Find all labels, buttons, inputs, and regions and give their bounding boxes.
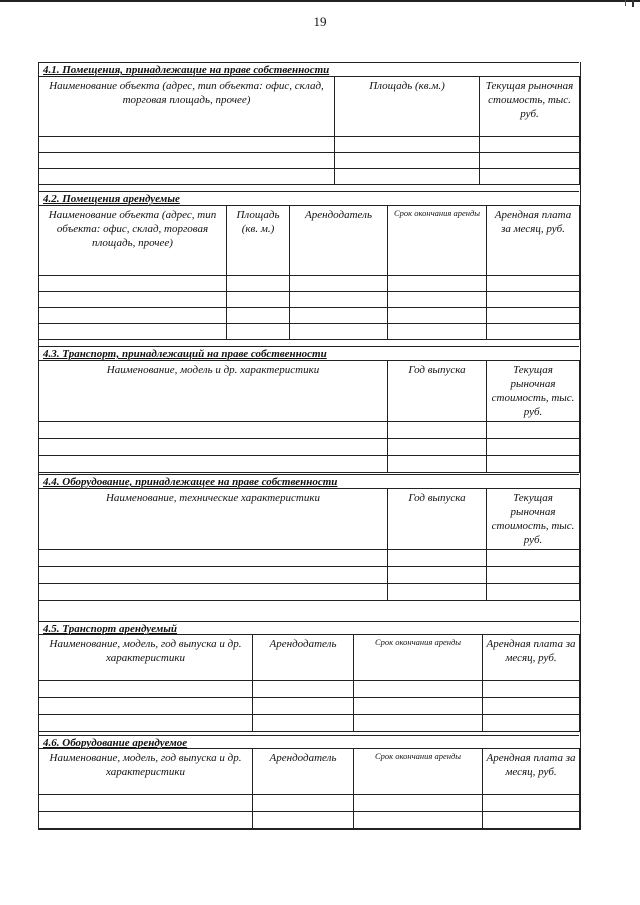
empty-cell[interactable] <box>487 292 580 308</box>
header-cell: Арендная плата за месяц, руб. <box>483 749 580 795</box>
header-cell: Площадь (кв. м.) <box>227 206 290 276</box>
empty-cell[interactable] <box>290 324 388 340</box>
corner-mark <box>632 0 634 7</box>
section-rule <box>38 621 579 622</box>
top-edge-line <box>0 0 640 2</box>
empty-cell[interactable] <box>483 698 580 715</box>
empty-cell[interactable] <box>487 584 580 601</box>
empty-cell[interactable] <box>39 422 388 439</box>
header-cell: Наименование, модель и др. характеристики <box>39 361 388 422</box>
rented-premises-table <box>38 205 580 340</box>
empty-cell[interactable] <box>39 698 253 715</box>
empty-cell[interactable] <box>487 324 580 340</box>
empty-cell[interactable] <box>39 439 388 456</box>
header-cell: Наименование объекта (адрес, тип объекта: офис, склад, торговая площадь, прочее) <box>39 206 227 276</box>
empty-cell[interactable] <box>487 567 580 584</box>
section-rule <box>38 474 579 475</box>
empty-cell[interactable] <box>487 422 580 439</box>
empty-cell[interactable] <box>483 795 580 812</box>
empty-cell[interactable] <box>388 276 487 292</box>
empty-cell[interactable] <box>354 795 483 812</box>
section-title: 4.4. Оборудование, принадлежащее на праве собственности <box>43 476 338 488</box>
empty-cell[interactable] <box>253 812 354 829</box>
header-cell: Год выпуска <box>388 361 487 422</box>
header-cell: Текущая рыночная стоимость, тыс. руб. <box>480 77 580 137</box>
header-cell: Арендная плата за месяц, руб. <box>487 206 580 276</box>
empty-cell[interactable] <box>39 137 335 153</box>
empty-cell[interactable] <box>487 276 580 292</box>
header-cell: Наименование, модель, год выпуска и др. характеристики <box>39 635 253 681</box>
empty-cell[interactable] <box>388 567 487 584</box>
empty-cell[interactable] <box>388 324 487 340</box>
empty-cell[interactable] <box>388 550 487 567</box>
empty-cell[interactable] <box>388 584 487 601</box>
empty-cell[interactable] <box>480 169 580 185</box>
empty-cell[interactable] <box>227 276 290 292</box>
empty-cell[interactable] <box>487 456 580 473</box>
empty-cell[interactable] <box>487 439 580 456</box>
empty-cell[interactable] <box>39 324 227 340</box>
header-cell: Текущая рыночная стоимость, тыс. руб. <box>487 361 580 422</box>
owned-equipment-table <box>38 488 580 601</box>
header-cell: Текущая рыночная стоимость, тыс. руб. <box>487 489 580 550</box>
empty-cell[interactable] <box>39 276 227 292</box>
section-rule <box>38 191 579 192</box>
empty-cell[interactable] <box>39 456 388 473</box>
empty-cell[interactable] <box>388 422 487 439</box>
section-title: 4.2. Помещения арендуемые <box>43 193 180 205</box>
empty-cell[interactable] <box>39 812 253 829</box>
empty-cell[interactable] <box>39 169 335 185</box>
empty-cell[interactable] <box>335 153 480 169</box>
empty-cell[interactable] <box>388 308 487 324</box>
empty-cell[interactable] <box>290 292 388 308</box>
rented-equipment-table <box>38 748 580 829</box>
empty-cell[interactable] <box>354 715 483 732</box>
header-cell: Наименование, модель, год выпуска и др. характеристики <box>39 749 253 795</box>
empty-cell[interactable] <box>253 681 354 698</box>
empty-cell[interactable] <box>483 812 580 829</box>
empty-cell[interactable] <box>354 812 483 829</box>
empty-cell[interactable] <box>253 698 354 715</box>
header-cell: Наименование объекта (адрес, тип объекта: офис, склад, торговая площадь, прочее) <box>39 77 335 137</box>
section-title: 4.3. Транспорт, принадлежащий на праве собственности <box>43 348 327 360</box>
header-cell: Наименование, технические характеристики <box>39 489 388 550</box>
empty-cell[interactable] <box>483 681 580 698</box>
header-cell: Арендодатель <box>290 206 388 276</box>
empty-cell[interactable] <box>227 292 290 308</box>
header-cell: Срок окончания аренды <box>354 749 483 795</box>
empty-cell[interactable] <box>39 292 227 308</box>
header-cell: Год выпуска <box>388 489 487 550</box>
empty-cell[interactable] <box>335 137 480 153</box>
header-cell: Арендодатель <box>253 635 354 681</box>
empty-cell[interactable] <box>388 456 487 473</box>
empty-cell[interactable] <box>290 276 388 292</box>
empty-cell[interactable] <box>39 681 253 698</box>
empty-cell[interactable] <box>227 324 290 340</box>
empty-cell[interactable] <box>354 681 483 698</box>
section-rule <box>38 62 579 63</box>
page-number: 19 <box>313 14 327 29</box>
empty-cell[interactable] <box>290 308 388 324</box>
empty-cell[interactable] <box>480 137 580 153</box>
owned-premises-table <box>38 76 580 185</box>
empty-cell[interactable] <box>354 698 483 715</box>
header-cell: Площадь (кв.м.) <box>335 77 480 137</box>
empty-cell[interactable] <box>388 292 487 308</box>
section-title: 4.5. Транспорт арендуемый <box>43 623 178 635</box>
section-rule <box>38 735 579 736</box>
empty-cell[interactable] <box>487 308 580 324</box>
rented-transport-table <box>38 634 580 732</box>
corner-mark-2 <box>625 0 626 6</box>
header-cell: Срок окончания аренды <box>388 206 487 276</box>
empty-cell[interactable] <box>335 169 480 185</box>
owned-transport-table <box>38 360 580 473</box>
header-cell: Срок окончания аренды <box>354 635 483 681</box>
empty-cell[interactable] <box>253 795 354 812</box>
section-title: 4.6. Оборудование арендуемое <box>43 737 188 749</box>
empty-cell[interactable] <box>39 153 335 169</box>
empty-cell[interactable] <box>39 795 253 812</box>
empty-cell[interactable] <box>388 439 487 456</box>
empty-cell[interactable] <box>39 715 253 732</box>
empty-cell[interactable] <box>483 715 580 732</box>
empty-cell[interactable] <box>39 567 388 584</box>
empty-cell[interactable] <box>480 153 580 169</box>
section-rule <box>38 346 579 347</box>
header-cell: Арендная плата за месяц, руб. <box>483 635 580 681</box>
empty-cell[interactable] <box>253 715 354 732</box>
empty-cell[interactable] <box>39 550 388 567</box>
section-title: 4.1. Помещения, принадлежащие на праве собственности <box>43 64 330 76</box>
empty-cell[interactable] <box>227 308 290 324</box>
empty-cell[interactable] <box>487 550 580 567</box>
empty-cell[interactable] <box>39 584 388 601</box>
header-cell: Арендодатель <box>253 749 354 795</box>
empty-cell[interactable] <box>39 308 227 324</box>
